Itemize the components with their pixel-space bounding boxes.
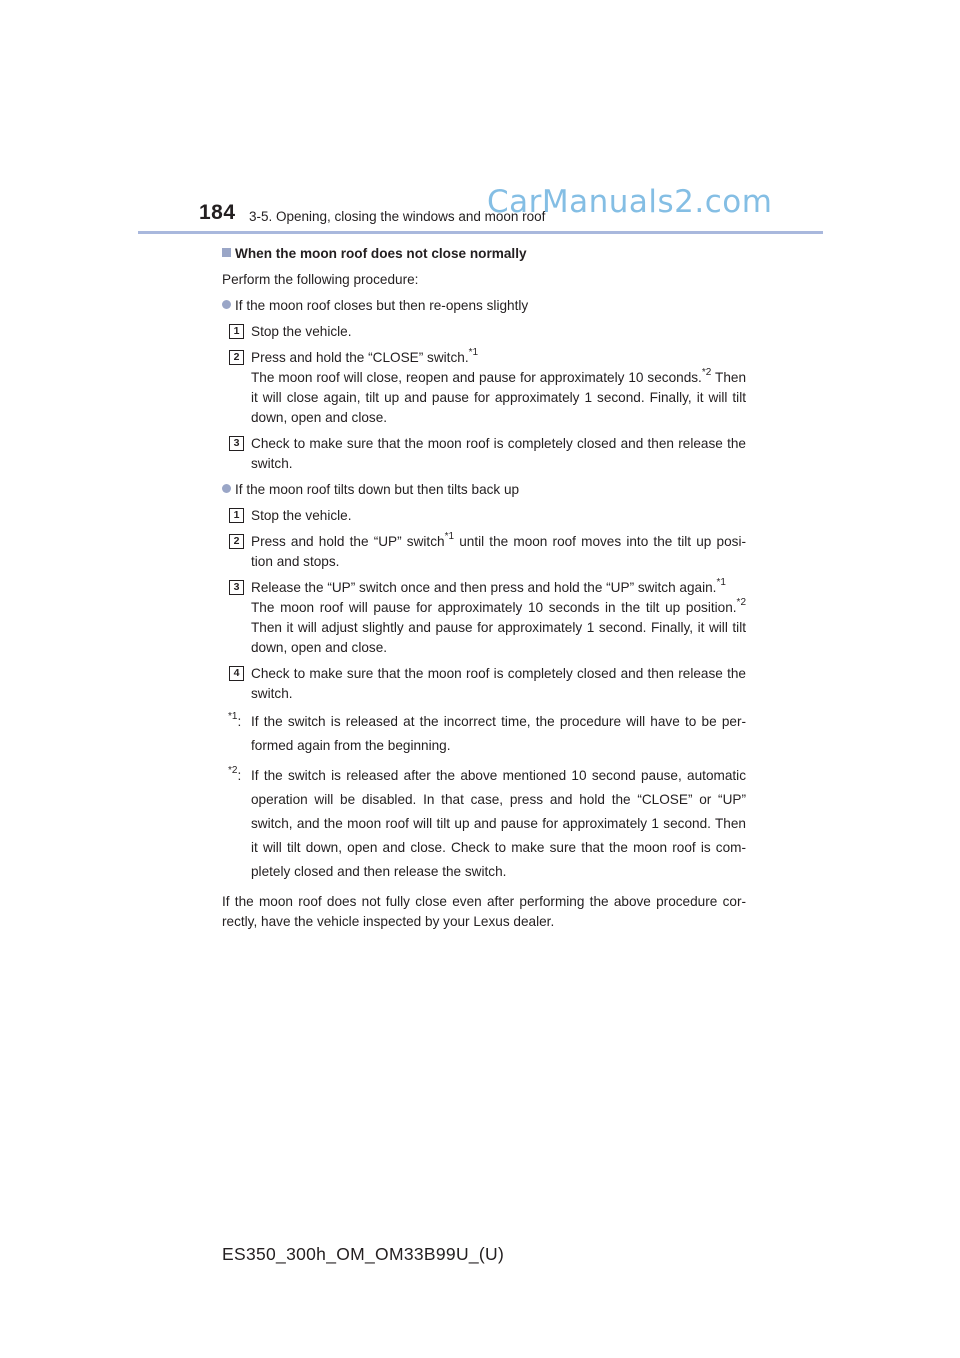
- case-2-step-2: [222, 532, 746, 572]
- case-1-title: [222, 296, 746, 316]
- footnote-2: [222, 764, 746, 884]
- case-2-step-1: [222, 506, 746, 526]
- case-2-step-4: [222, 664, 746, 704]
- section-title: 3-5. Opening, closing the windows and moon roof: [249, 209, 546, 224]
- document-code: ES350_300h_OM_OM33B99U_(U): [222, 1244, 505, 1264]
- case-2-title-text: If the moon roof tilts down but then tilts back up: [235, 482, 520, 497]
- footnote-mark: $^{*2}$:: [228, 765, 242, 783]
- circle-bullet-icon: [222, 300, 231, 309]
- case-1-step-1: [222, 322, 746, 342]
- case-2-step-3: [222, 578, 746, 658]
- footnote-text: If the switch is released after the above mentioned 10 second pause, automatic operation will be disabled. In that case, press and hold the “CLOSE” or “UP” switch, and the moon roof will tilt up and pause for approximately 1 second. Then it will tilt down, open and close. Check to make sure that the moon roof is com-pletely closed and then release the switch.: [251, 768, 746, 879]
- footnote-ref: *1: [444, 531, 455, 543]
- footnote-ref: *2: [736, 597, 746, 609]
- page-number: 184: [199, 201, 236, 224]
- footnote-ref: *1: [716, 577, 726, 589]
- watermark: CarManuals2.com: [487, 184, 773, 220]
- circle-bullet-icon: [222, 484, 231, 493]
- page-content: [222, 244, 746, 932]
- step-text: Check to make sure that the moon roof is completely closed and then release the switch.: [251, 436, 746, 471]
- step-number-badge: 4: [229, 666, 244, 681]
- footnote-ref: *1: [468, 347, 479, 359]
- step-number-badge: 1: [229, 324, 244, 339]
- step-number-badge: 1: [229, 508, 244, 523]
- section-heading-text: When the moon roof does not close normally: [235, 246, 527, 261]
- step-text: Release the “UP” switch once and then press and hold the “UP” switch again.$^{*1}$ The moon roof will pause for approximately 10 seconds in the tilt up position.$^{*2}$ Then it will adjust slightly and pause for approximately 1 second. Finally, it will tilt down, open and close.: [251, 577, 746, 655]
- header-divider: [138, 231, 823, 234]
- section-heading: [222, 244, 746, 264]
- step-text: Stop the vehicle.: [251, 508, 352, 523]
- page-header: [0, 0, 960, 240]
- step-number-badge: 2: [229, 534, 244, 549]
- square-bullet-icon: [222, 248, 231, 257]
- case-1-step-2: [222, 348, 746, 428]
- step-text: Check to make sure that the moon roof is completely closed and then release the switch.: [251, 666, 746, 701]
- intro-text: Perform the following procedure:: [222, 272, 419, 287]
- footnote-ref: *2: [701, 367, 712, 379]
- footnote-1: [222, 710, 746, 758]
- step-text: Stop the vehicle.: [251, 324, 352, 339]
- step-number-badge: 2: [229, 350, 244, 365]
- closing-paragraph: If the moon roof does not fully close even after performing the above procedure cor-rectly, have the vehicle inspected by your Lexus dealer.: [222, 894, 746, 929]
- step-text: Press and hold the “CLOSE” switch.$^{*1}$ The moon roof will close, reopen and pause for approximately 10 seconds.$^{*2}$ Then it will close again, tilt up and pause for approximately 1 second. Finally, it will tilt down, open and close.: [251, 347, 746, 425]
- step-text: Press and hold the “UP” switch$^{*1}$ until the moon roof moves into the tilt up posi-tion and stops.: [251, 531, 746, 569]
- case-1-title-text: If the moon roof closes but then re-opens slightly: [235, 298, 529, 313]
- footnote-text: If the switch is released at the incorrect time, the procedure will have to be per-formed again from the beginning.: [251, 714, 746, 753]
- footnote-mark: $^{*1}$:: [228, 711, 242, 729]
- step-number-badge: 3: [229, 580, 244, 595]
- case-2-title: [222, 480, 746, 500]
- case-1-step-3: [222, 434, 746, 474]
- step-number-badge: 3: [229, 436, 244, 451]
